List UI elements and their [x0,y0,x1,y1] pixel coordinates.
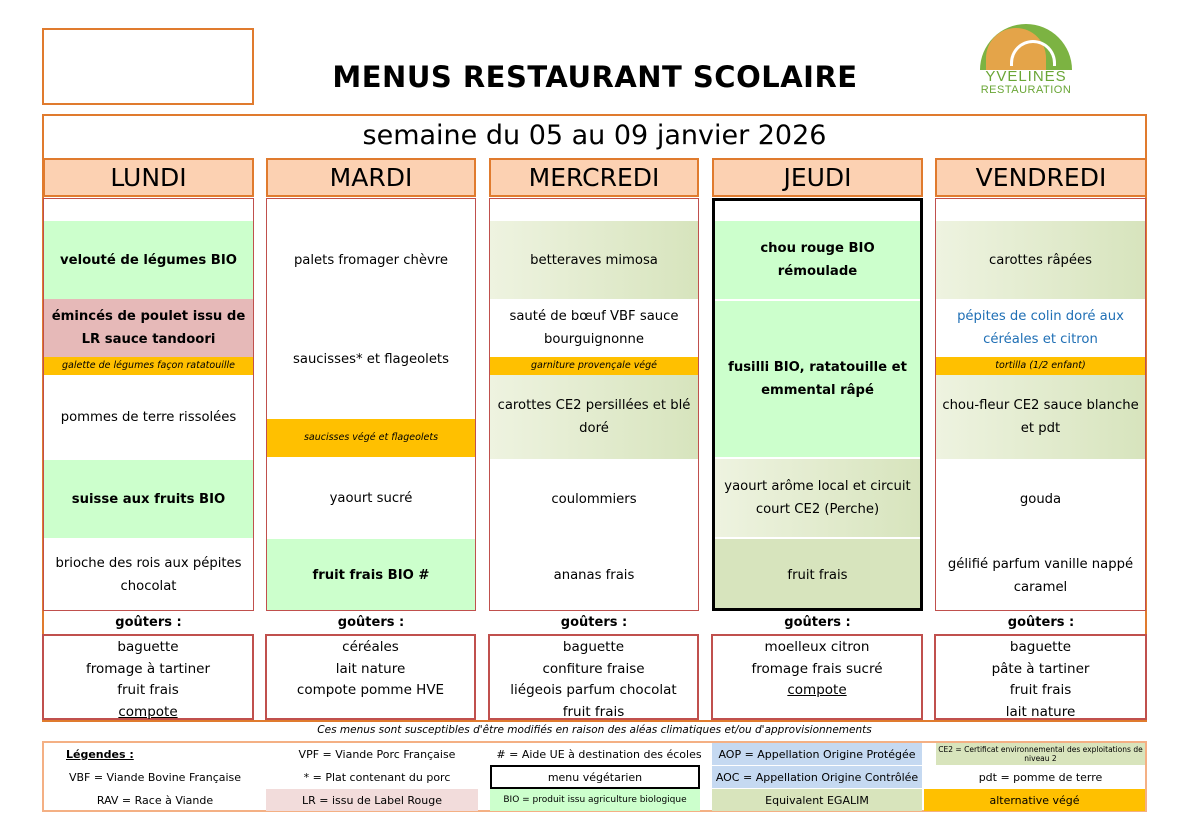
legend-ce2: CE2 = Certificat environnemental des exploitations de niveau 2 [936,743,1145,765]
gouter-item: compote pomme HVE [296,682,445,698]
gouter-item: baguette [117,639,179,655]
gouter-item-underlined: compote [118,703,178,720]
gouter-item: lait nature [1005,703,1076,720]
day-column-jeudi [712,198,923,611]
legend-porc: * = Plat contenant du porc [303,770,451,784]
day-column-mercredi [489,198,699,611]
gouter-item: fromage frais sucré [751,660,883,677]
disclaimer: Ces menus sont susceptibles d'être modifiés en raison des aléas climatiques et/ou d'approvisionnements [317,724,872,736]
gouters-box-mercredi [488,634,699,720]
starter: palets fromager chèvre [293,252,449,268]
gouters-box-jeudi [711,634,923,720]
gouter-item: liégeois parfum chocolat [510,682,677,698]
page-title: MENUS RESTAURANT SCOLAIRE [332,60,858,94]
logo-sun-icon [980,24,1072,70]
day-header-jeudi: JEUDI [712,158,923,197]
legend [42,741,1147,812]
legend-title: Légendes : [66,747,134,761]
dessert: brioche des rois aux pépites chocolat [55,556,242,594]
legend-pdt: pdt = pomme de terre [978,770,1103,784]
gouters-box-mardi [265,634,476,720]
legend-rav: RAV = Race à Viande [96,793,214,807]
side-dish: chou-fleur CE2 sauce blanche et pdt [936,375,1145,459]
dessert: fruit frais BIO # [267,539,475,611]
main-dish: fusilli BIO, ratatouille et emmental râpé [715,301,920,457]
brand-subtitle: RESTAURATION [980,84,1072,96]
dairy: coulommiers [551,492,637,507]
day-header-lundi: LUNDI [43,158,254,197]
gouter-item: baguette [562,639,625,655]
legend-alternative: alternative végé [924,789,1145,811]
vegetarian-alternative: saucisses végé et flageolets [267,419,475,457]
gouters-label: goûters : [1007,615,1075,630]
day-column-lundi [43,198,254,611]
gouter-item: céréales [342,639,399,655]
day-header-mardi: MARDI [266,158,476,197]
main-dish: saucisses* et flageolets [293,351,449,367]
brand-name: YVELINES [985,68,1067,85]
side-dish: carottes CE2 persillées et blé doré [490,375,698,459]
legend-bio: BIO = produit issu agriculture biologique [490,789,700,811]
legend-ue: # = Aide UE à destination des écoles [496,747,702,761]
main-dish: pépites de colin doré aux céréales et citron [957,309,1124,347]
starter: velouté de légumes BIO [44,221,253,299]
gouters-box-vendredi [934,634,1147,720]
gouter-item [713,680,921,702]
dairy: yaourt sucré [329,491,413,506]
dessert: ananas frais [553,568,635,583]
legend-lr: LR = issu de Label Rouge [266,789,478,811]
gouters-box-lundi [42,634,254,720]
gouters-label: goûters : [115,615,182,630]
gouter-item: baguette [1009,639,1072,655]
gouter-item: confiture fraise [542,660,645,677]
gouter-item: fruit frais [117,682,179,698]
gouters-label: goûters : [784,615,851,630]
gouters-label: goûters : [560,615,628,630]
gouter-item: pâte à tartiner [991,660,1090,677]
legend-aop: AOP = Appellation Origine Protégée [712,743,922,765]
day-header-vendredi: VENDREDI [935,158,1147,197]
starter: betteraves mimosa [490,221,698,299]
gouter-item: lait nature [335,660,406,677]
gouters-label: goûters : [337,615,405,630]
day-column-vendredi [935,198,1146,611]
vegetarian-alternative: tortilla (1/2 enfant) [936,357,1145,375]
day-column-mardi [266,198,476,611]
legend-egalim: Equivalent EGALIM [712,789,922,811]
side-dish: pommes de terre rissolées [60,409,237,425]
vegetarian-alternative: galette de légumes façon ratatouille [44,357,253,375]
dessert: fruit frais [715,539,920,611]
gouter-item [44,702,252,724]
legend-vegetarian-menu: menu végétarien [490,765,700,789]
legend-aoc: AOC = Appellation Origine Contrôlée [712,766,922,788]
day-header-mercredi: MERCREDI [489,158,699,197]
gouter-item: fruit frais [562,703,625,720]
dairy: yaourt arôme local et circuit court CE2 (Perche) [715,459,920,537]
yvelines-restauration-logo [966,18,1086,100]
gouter-item: fromage à tartiner [86,660,210,677]
vegetarian-alternative: garniture provençale végé [490,357,698,375]
starter: carottes râpées [936,221,1145,299]
main-dish: émincés de poulet issu de LR sauce tandoori [44,299,253,357]
dairy: suisse aux fruits BIO [44,460,253,538]
logo-placeholder [42,28,254,105]
gouter-item-underlined: compote [787,682,847,698]
starter: chou rouge BIO rémoulade [715,221,920,299]
week-title: semaine du 05 au 09 janvier 2026 [362,120,827,151]
gouter-item: moelleux citron [764,639,870,655]
dessert: gélifié parfum vanille nappé caramel [947,556,1134,595]
main-dish: sauté de bœuf VBF sauce bourguignonne [509,309,679,347]
dairy: gouda [1019,492,1062,507]
legend-vpf: VPF = Viande Porc Française [298,747,456,761]
legend-vbf: VBF = Viande Bovine Française [68,770,242,784]
gouter-item: fruit frais [1009,682,1072,698]
